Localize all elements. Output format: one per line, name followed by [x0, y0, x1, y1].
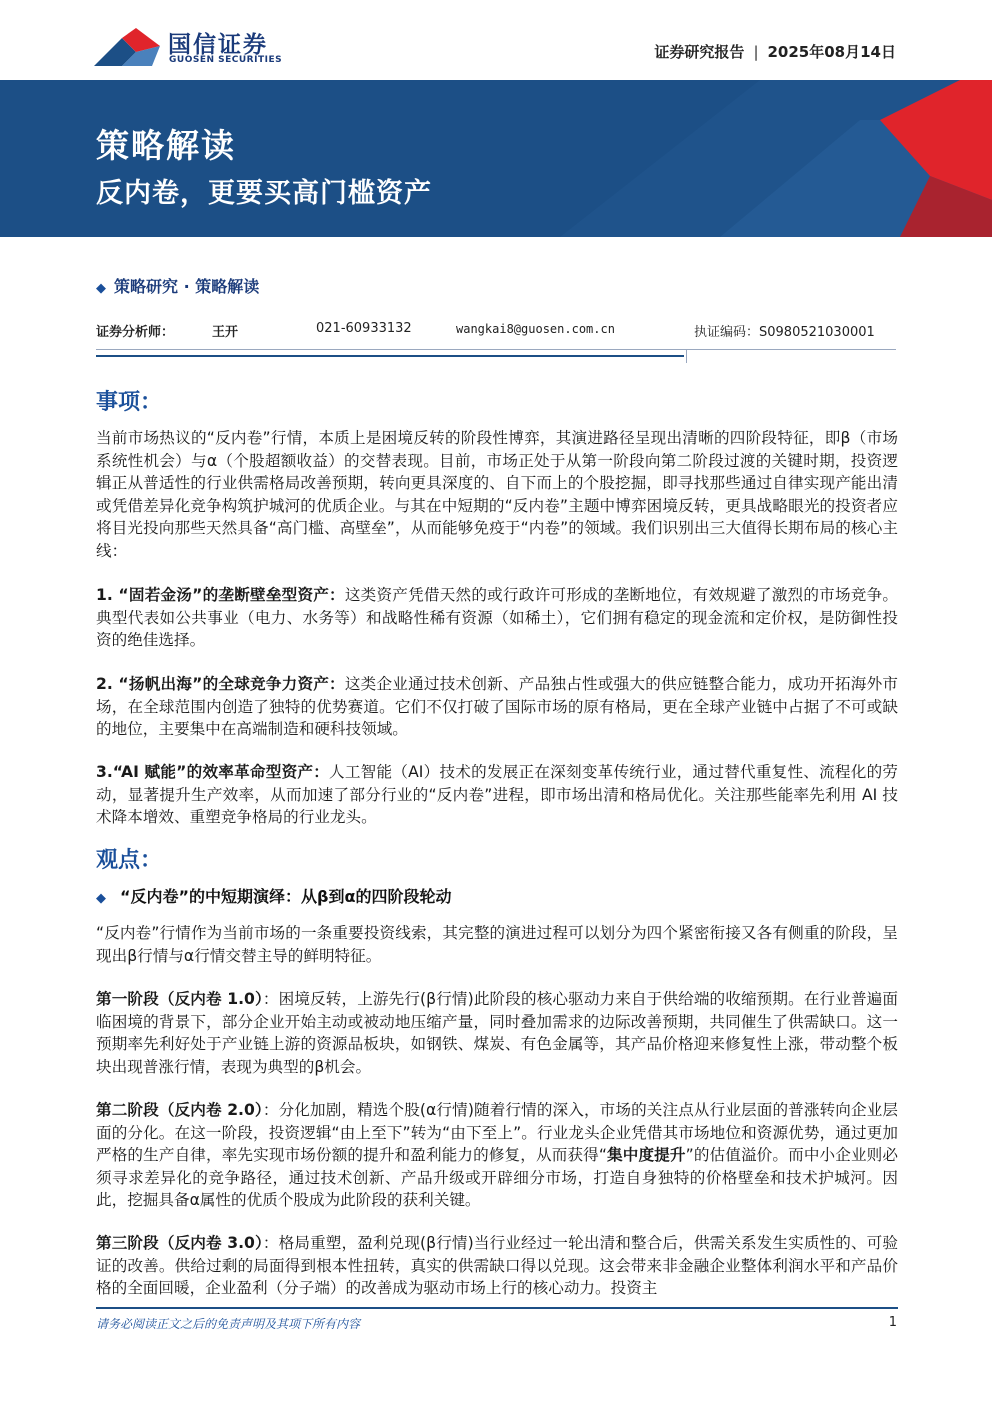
page-subtitle: 反内卷，更要买高门槛资产: [96, 178, 432, 209]
stage-2-body-a: ：分化加剧，精选个股(α行情)随着行情的深入，市场的关注点从行业层面的普涨转向企业层面的分化。在这一阶段，投资逻辑“由上至下”转为“由下至上”。行业龙头企业凭借其市场地位和资源优势，通过更加严格的生产自律，率先实现市场份额的提升和盈利能力的修复，从而获得“: [96, 1101, 898, 1165]
meta-separator: |: [753, 43, 759, 61]
divider-accent: [96, 355, 684, 357]
views-bullet: [96, 884, 451, 907]
events-item-1: [96, 584, 898, 652]
stage-3-heading: 第三阶段（反内卷 3.0）: [96, 1234, 263, 1252]
stage-2: [96, 1099, 898, 1212]
report-meta: [654, 41, 896, 62]
analyst-email: wangkai8@guosen.com.cn: [456, 322, 615, 336]
divider: [96, 349, 896, 350]
diamond-icon: ◆: [96, 281, 106, 296]
page-title: 策略解读: [96, 126, 236, 165]
report-type: 证券研究报告: [654, 43, 745, 61]
views-intro: “反内卷”行情作为当前市场的一条重要投资线索，其完整的演进过程可以划分为四个紧密衔接又各有侧重的阶段，呈现出β行情与α行情交替主导的鲜明特征。: [96, 924, 898, 965]
section-title-views: 观点：: [96, 848, 163, 873]
title-banner: [0, 80, 992, 237]
item-3-body: 人工智能（AI）技术的发展正在深刻变革传统行业，通过替代重复性、流程化的劳动，显著提升生产效率，从而加速了部分行业的“反内卷”进程，即市场出清和格局优化。关注那些能率先利用 AI 技术降本增效、重塑竞争格局的行业龙头。: [96, 763, 898, 827]
stage-1-body: ：困境反转，上游先行(β行情)此阶段的核心驱动力来自于供给端的收缩预期。在行业普遍面临困境的背景下，部分企业开始主动或被动地压缩产量，同时叠加需求的边际改善预期，共同催生了供需缺口。这一预期率先利好处于产业链上游的资源品板块，如钢铁、煤炭、有色金属等，其产品价格迎来修复性上涨，带动整个板块出现普涨行情，表现为典型的β机会。: [96, 990, 898, 1076]
stage-1: [96, 988, 898, 1078]
stage-2-heading: 第二阶段（反内卷 2.0）: [96, 1101, 263, 1119]
logo-subtext: GUOSEN SECURITIES: [169, 55, 283, 65]
stage-3: [96, 1232, 898, 1300]
diamond-icon: ◆: [96, 891, 106, 906]
analyst-phone: 021-60933132: [316, 321, 412, 336]
events-intro: 当前市场热议的“反内卷”行情，本质上是困境反转的阶段性博弈，其演进路径呈现出清晰的四阶段特征，即β（市场系统性机会）与α（个股超额收益）的交替表现。目前，市场正处于从第一阶段向第二阶段过渡的关键时期，投资逻辑正从普适性的行业供需格局改善预期，转向更具深度的、自下而上的个股挖掘，即寻找那些通过自律实现产能出清或凭借差异化竞争构筑护城河的优质企业。与其在中短期的“反内卷”主题中博弈困境反转，更具战略眼光的投资者应将目光投向那些天然具备“高门槛、高壁垒”，从而能够免疫于“内卷”的领域。我们识别出三大值得长期布局的核心主线：: [96, 429, 898, 560]
item-2-heading: 2. “扬帆出海”的全球竞争力资产：: [96, 675, 345, 693]
stage-1-heading: 第一阶段（反内卷 1.0）: [96, 990, 263, 1008]
analyst-cert: 执证编码：S0980521030001: [694, 325, 875, 340]
events-item-2: [96, 673, 898, 741]
analyst-name: 王开: [212, 325, 239, 340]
category-label: 策略研究 · 策略解读: [114, 277, 260, 296]
stage-3-body: ：格局重塑，盈利兑现(β行情)当行业经过一轮出清和整合后，供需关系发生实质性的、可验证的改善。供给过剩的局面得到根本性扭转，真实的供需缺口得以兑现。这会带来非金融企业整体利润水平和产品价格的全面回暖，企业盈利（分子端）的改善成为驱动市场上行的核心动力。投资主: [96, 1234, 898, 1298]
item-1-body: 这类资产凭借天然的或行政许可形成的垄断地位，有效规避了激烈的市场竞争。典型代表如公共事业（电力、水务等）和战略性稀有资源（如稀土），它们拥有稳定的现金流和定价权，是防御性投资的绝佳选择。: [96, 586, 898, 650]
views-bullet-text: “反内卷”的中短期演绎：从β到α的四阶段轮动: [120, 887, 452, 906]
divider-tick: [686, 349, 687, 363]
item-1-heading: 1. “固若金汤”的垄断壁垒型资产：: [96, 586, 345, 604]
events-item-3: [96, 761, 898, 829]
report-date: 2025年08月14日: [767, 43, 896, 61]
footer-disclaimer: 请务必阅读正文之后的免责声明及其项下所有内容: [96, 1317, 361, 1331]
item-2-body: 这类企业通过技术创新、产品独占性或强大的供应链整合能力，成功开拓海外市场，在全球范围内创造了独特的优势赛道。它们不仅打破了国际市场的原有格局，更在全球产业链中占据了不可或缺的地位，主要集中在高端制造和硬科技领域。: [96, 675, 898, 739]
logo-text: 国信证券: [168, 32, 268, 58]
footer-divider: [96, 1307, 898, 1309]
page-number: 1: [888, 1315, 897, 1330]
item-3-heading: 3.“AI 赋能”的效率革命型资产：: [96, 763, 330, 781]
guosen-logo-icon: [92, 26, 164, 72]
analyst-label: 证券分析师：: [96, 325, 175, 340]
section-title-events: 事项：: [96, 390, 163, 415]
stage-2-body-b: ”的估值溢价。而中小企业则必须寻求差异化的竞争路径，通过技术创新、产品升级或开辟细分市场，打造自身独特的价格壁垒和技术护城河。因此，挖掘具备α属性的优质个股成为此阶段的获利关键。: [96, 1146, 898, 1210]
report-category: [96, 274, 259, 297]
stage-2-emphasis: 集中度提升: [606, 1146, 686, 1165]
